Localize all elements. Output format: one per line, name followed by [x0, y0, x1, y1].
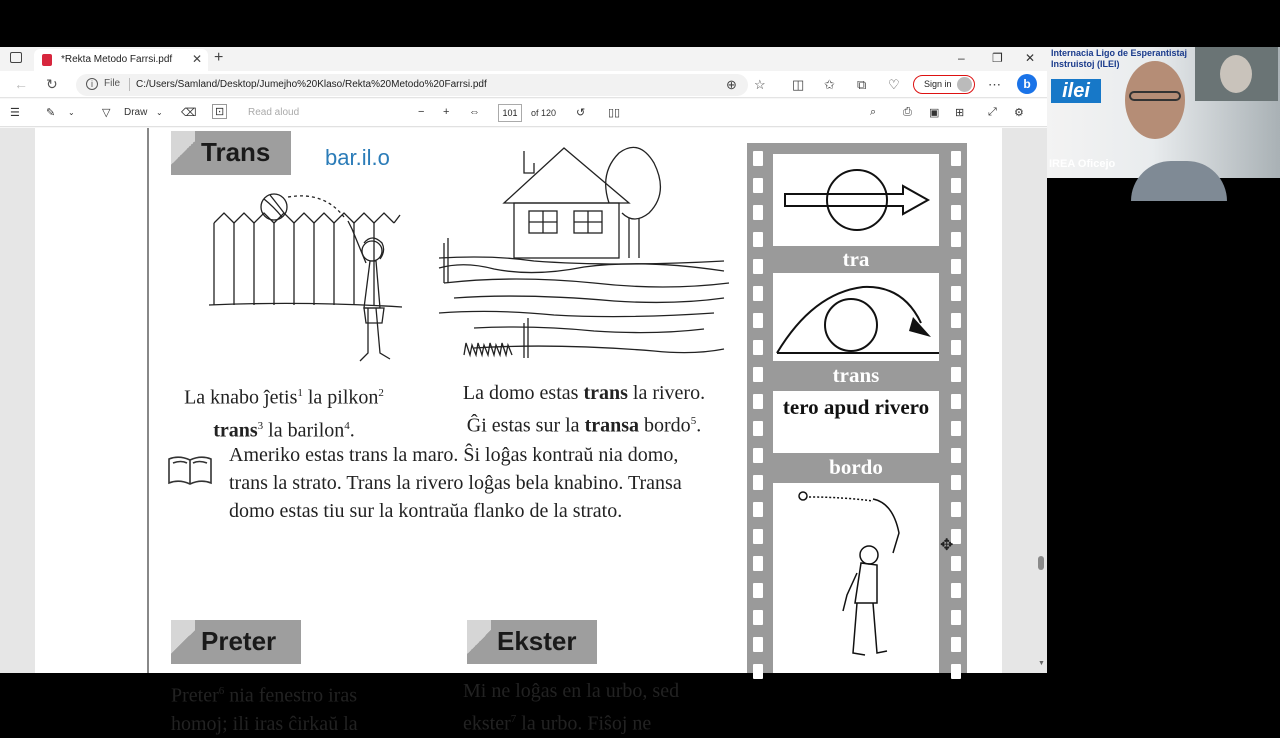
sprocket-hole — [753, 313, 763, 328]
caption-text: . — [696, 414, 702, 437]
settings-gear-icon[interactable]: ⚙ — [1014, 107, 1024, 119]
tra-diagram — [773, 154, 939, 246]
paragraph-text: Preter — [171, 684, 219, 707]
caption-house — [429, 379, 739, 440]
caption-text: Ĝi estas sur la — [466, 414, 585, 437]
film-label-tra: tra — [842, 247, 870, 271]
tab-bar — [0, 47, 1047, 71]
fullscreen-icon[interactable]: ⤢ — [988, 106, 997, 118]
sprocket-hole — [951, 610, 961, 625]
reading-line-1: Ameriko estas trans la maro. Ŝi loĝas kontraŭ nia domo, — [229, 444, 679, 466]
sprocket-hole — [753, 394, 763, 409]
sprocket-hole — [951, 151, 961, 166]
scroll-down-arrow-icon[interactable]: ▼ — [1038, 660, 1045, 667]
fit-page-icon[interactable]: ⇔ — [469, 106, 480, 118]
search-icon[interactable]: ⌕ — [870, 106, 877, 118]
pdf-viewer[interactable] — [0, 128, 1047, 735]
caption-text: La domo estas — [462, 382, 584, 404]
browser-window — [0, 47, 1047, 735]
sprocket-hole — [951, 475, 961, 490]
footnote-mark: 5 — [690, 415, 697, 427]
sprocket-hole — [951, 394, 961, 409]
sprocket-hole — [951, 448, 961, 463]
draw-chevron-icon[interactable]: ⌄ — [156, 108, 163, 117]
house-river-illustration — [434, 143, 734, 368]
page-total: of 120 — [531, 108, 557, 118]
org-title-line1: Internacia Ligo de Esperantistaj — [1051, 48, 1188, 58]
reading-line-3: domo estas tiu sur la kontraŭa flanko de la strato. — [229, 500, 623, 522]
org-title-line2: Instruistoj (ILEI) — [1051, 59, 1120, 69]
participant-name: IREA Oficejo — [1049, 158, 1116, 170]
back-icon[interactable]: ← — [14, 76, 28, 92]
section-header-preter — [171, 620, 301, 664]
sprocket-hole — [753, 556, 763, 571]
video-panel — [1047, 47, 1280, 178]
save-as-icon[interactable]: ⊞ — [955, 107, 965, 119]
sprocket-hole — [753, 232, 763, 247]
sprocket-hole — [753, 340, 763, 355]
caption-text: la barilon — [263, 419, 345, 442]
sprocket-hole — [951, 367, 961, 382]
sprocket-hole — [951, 421, 961, 436]
refresh-icon[interactable]: ↻ — [46, 76, 58, 92]
text-box-icon[interactable]: ⊡ — [212, 104, 227, 119]
thrower-illustration — [773, 483, 939, 673]
favorite-star-icon[interactable]: ☆ — [754, 77, 766, 92]
avatar-icon — [957, 77, 972, 92]
save-icon[interactable]: ▣ — [929, 107, 940, 119]
footnote-mark: 1 — [297, 387, 303, 399]
sprocket-hole — [753, 610, 763, 625]
caption-fence-line1 — [159, 379, 409, 412]
ekster-line-1: Mi ne loĝas en la urbo, sed — [463, 680, 680, 702]
footnote-mark: 4 — [344, 419, 350, 432]
film-label-trans: trans — [832, 363, 880, 387]
split-screen-icon[interactable]: ◫ — [792, 77, 805, 92]
audio-link[interactable]: bar.il.o — [325, 145, 390, 170]
reading-line-2: trans la strato. Trans la rivero loĝas bela knabino. Transa — [229, 472, 682, 494]
sprocket-hole — [951, 664, 961, 679]
close-tab-icon[interactable]: ✕ — [192, 52, 203, 66]
film-frame-text: tero apud rivero — [773, 391, 939, 453]
reading-paragraph — [229, 441, 729, 525]
footnote-mark: 7 — [510, 713, 517, 725]
highlight-chevron-icon[interactable]: ⌄ — [68, 108, 75, 117]
section-title-ekster: Ekster — [497, 626, 577, 656]
caption-keyword: transa — [584, 414, 640, 437]
sprocket-hole — [951, 313, 961, 328]
section-title-preter: Preter — [201, 626, 277, 656]
paragraph-text: la urbo. Fiŝoj ne — [516, 712, 652, 735]
sprocket-hole — [753, 529, 763, 544]
participant-video — [1109, 61, 1249, 178]
url-scheme: File — [104, 78, 121, 89]
page-number-input[interactable]: 101 — [498, 104, 522, 122]
tab-title: *Rekta Metodo Farrsi.pdf — [61, 54, 173, 65]
caption-fence — [159, 379, 409, 444]
close-window-icon[interactable]: ✕ — [1025, 51, 1036, 65]
draw-icon[interactable]: ▽ — [102, 107, 111, 119]
url-divider — [129, 78, 130, 91]
ekster-paragraph — [463, 677, 743, 738]
sprocket-hole — [753, 205, 763, 220]
book-icon — [167, 453, 213, 487]
caption-text: la pilkon — [302, 386, 379, 409]
preter-paragraph — [171, 677, 451, 738]
ekster-line-2 — [463, 705, 743, 738]
caption-fence-line2 — [159, 412, 409, 445]
film-frame-thrower — [773, 483, 939, 673]
sign-in-button[interactable] — [913, 75, 975, 94]
address-bar — [0, 71, 1047, 98]
footnote-mark: 6 — [218, 685, 225, 697]
page-view-icon[interactable]: ▯▯ — [608, 107, 621, 119]
film-label-bordo: bordo — [829, 455, 883, 479]
caption-text: . — [349, 419, 355, 442]
preter-line-1 — [171, 677, 451, 710]
caption-text: La knabo ĵetis — [184, 386, 298, 409]
film-frame-tra — [773, 154, 939, 246]
fence-boy-illustration — [204, 193, 404, 368]
sprocket-hole — [951, 259, 961, 274]
sprocket-hole — [951, 502, 961, 517]
sprocket-hole — [753, 583, 763, 598]
sprocket-hole — [951, 205, 961, 220]
caption-text: la rivero. — [627, 382, 706, 404]
zoom-out-icon[interactable]: − — [418, 106, 425, 118]
sprocket-hole — [951, 637, 961, 652]
sprocket-hole — [753, 286, 763, 301]
caption-text: bordo — [639, 414, 691, 437]
rotate-icon[interactable]: ↺ — [576, 107, 586, 119]
sprocket-hole — [753, 367, 763, 382]
paragraph-text: ekster — [463, 712, 511, 735]
sprocket-hole — [753, 448, 763, 463]
glasses-icon — [1129, 91, 1181, 101]
caption-keyword: trans — [583, 382, 628, 404]
sprocket-hole — [753, 637, 763, 652]
scrollbar-thumb[interactable] — [1038, 556, 1044, 570]
ilei-logo: ilei — [1051, 79, 1101, 103]
caption-keyword: trans — [213, 419, 258, 442]
new-tab-icon[interactable]: + — [214, 49, 224, 66]
paragraph-text: nia fenestro iras — [224, 684, 357, 707]
draw-button[interactable]: Draw — [124, 107, 148, 118]
move-cursor-icon: ✥ — [940, 537, 954, 554]
sprocket-hole — [951, 583, 961, 598]
favorites-icon[interactable]: ✩ — [824, 77, 835, 92]
sprocket-hole — [951, 556, 961, 571]
preter-line-2: homoj; ili iras ĉirkaŭ la — [171, 712, 358, 735]
sprocket-hole — [753, 664, 763, 679]
section-header-trans — [171, 131, 291, 175]
pdf-icon — [42, 54, 52, 66]
sprocket-hole — [753, 151, 763, 166]
highlight-icon[interactable]: ✎ — [46, 107, 56, 119]
url-text: C:/Users/Samland/Desktop/Jumejho%20Klaso/Rekta%20Metodo%20Farrsi.pdf — [136, 79, 487, 90]
bing-copilot-icon[interactable]: b — [1017, 74, 1037, 94]
tab-actions-icon[interactable] — [10, 52, 22, 63]
footnote-mark: 2 — [378, 387, 384, 399]
sprocket-hole — [753, 475, 763, 490]
zoom-icon[interactable]: ⊕ — [726, 77, 737, 92]
print-icon[interactable]: ⎙ — [903, 106, 912, 118]
caption-house-line2 — [429, 407, 739, 440]
sprocket-hole — [951, 340, 961, 355]
film-frame-trans — [773, 273, 939, 361]
url-field[interactable] — [76, 74, 748, 96]
collections-icon[interactable]: ⧉ — [857, 77, 867, 92]
pdf-page — [147, 128, 930, 735]
vertical-scrollbar[interactable] — [1037, 128, 1045, 673]
sprocket-hole — [951, 286, 961, 301]
sprocket-hole — [753, 259, 763, 274]
info-icon[interactable]: i — [86, 78, 98, 90]
zoom-in-icon[interactable]: + — [443, 106, 450, 118]
sprocket-hole — [753, 502, 763, 517]
film-strip — [747, 143, 967, 673]
header-tag — [171, 131, 195, 175]
header-tag — [171, 620, 195, 664]
footnote-mark: 3 — [257, 419, 264, 432]
sprocket-hole — [753, 421, 763, 436]
sign-in-label: Sign in — [924, 79, 952, 89]
header-tag — [467, 620, 491, 664]
contents-icon[interactable]: ☰ — [10, 107, 20, 119]
section-header-ekster — [467, 620, 597, 664]
minimize-icon[interactable]: – — [958, 51, 965, 65]
read-aloud-button[interactable]: Read aloud — [248, 107, 300, 118]
sprocket-hole — [951, 178, 961, 193]
extensions-icon[interactable]: ♡ — [888, 77, 900, 92]
sprocket-hole — [951, 232, 961, 247]
caption-house-line1 — [429, 379, 739, 407]
restore-icon[interactable]: ❐ — [992, 51, 1003, 65]
pdf-toolbar — [0, 99, 1047, 127]
trans-diagram — [773, 273, 939, 361]
participant-shirt — [1131, 161, 1227, 201]
eraser-icon[interactable]: ⌫ — [181, 107, 197, 119]
sprocket-hole — [753, 178, 763, 193]
more-menu-icon[interactable]: ⋯ — [988, 77, 1001, 92]
tab-pdf[interactable] — [34, 49, 208, 71]
section-title-trans: Trans — [201, 137, 271, 167]
page-margin-left — [35, 128, 147, 673]
